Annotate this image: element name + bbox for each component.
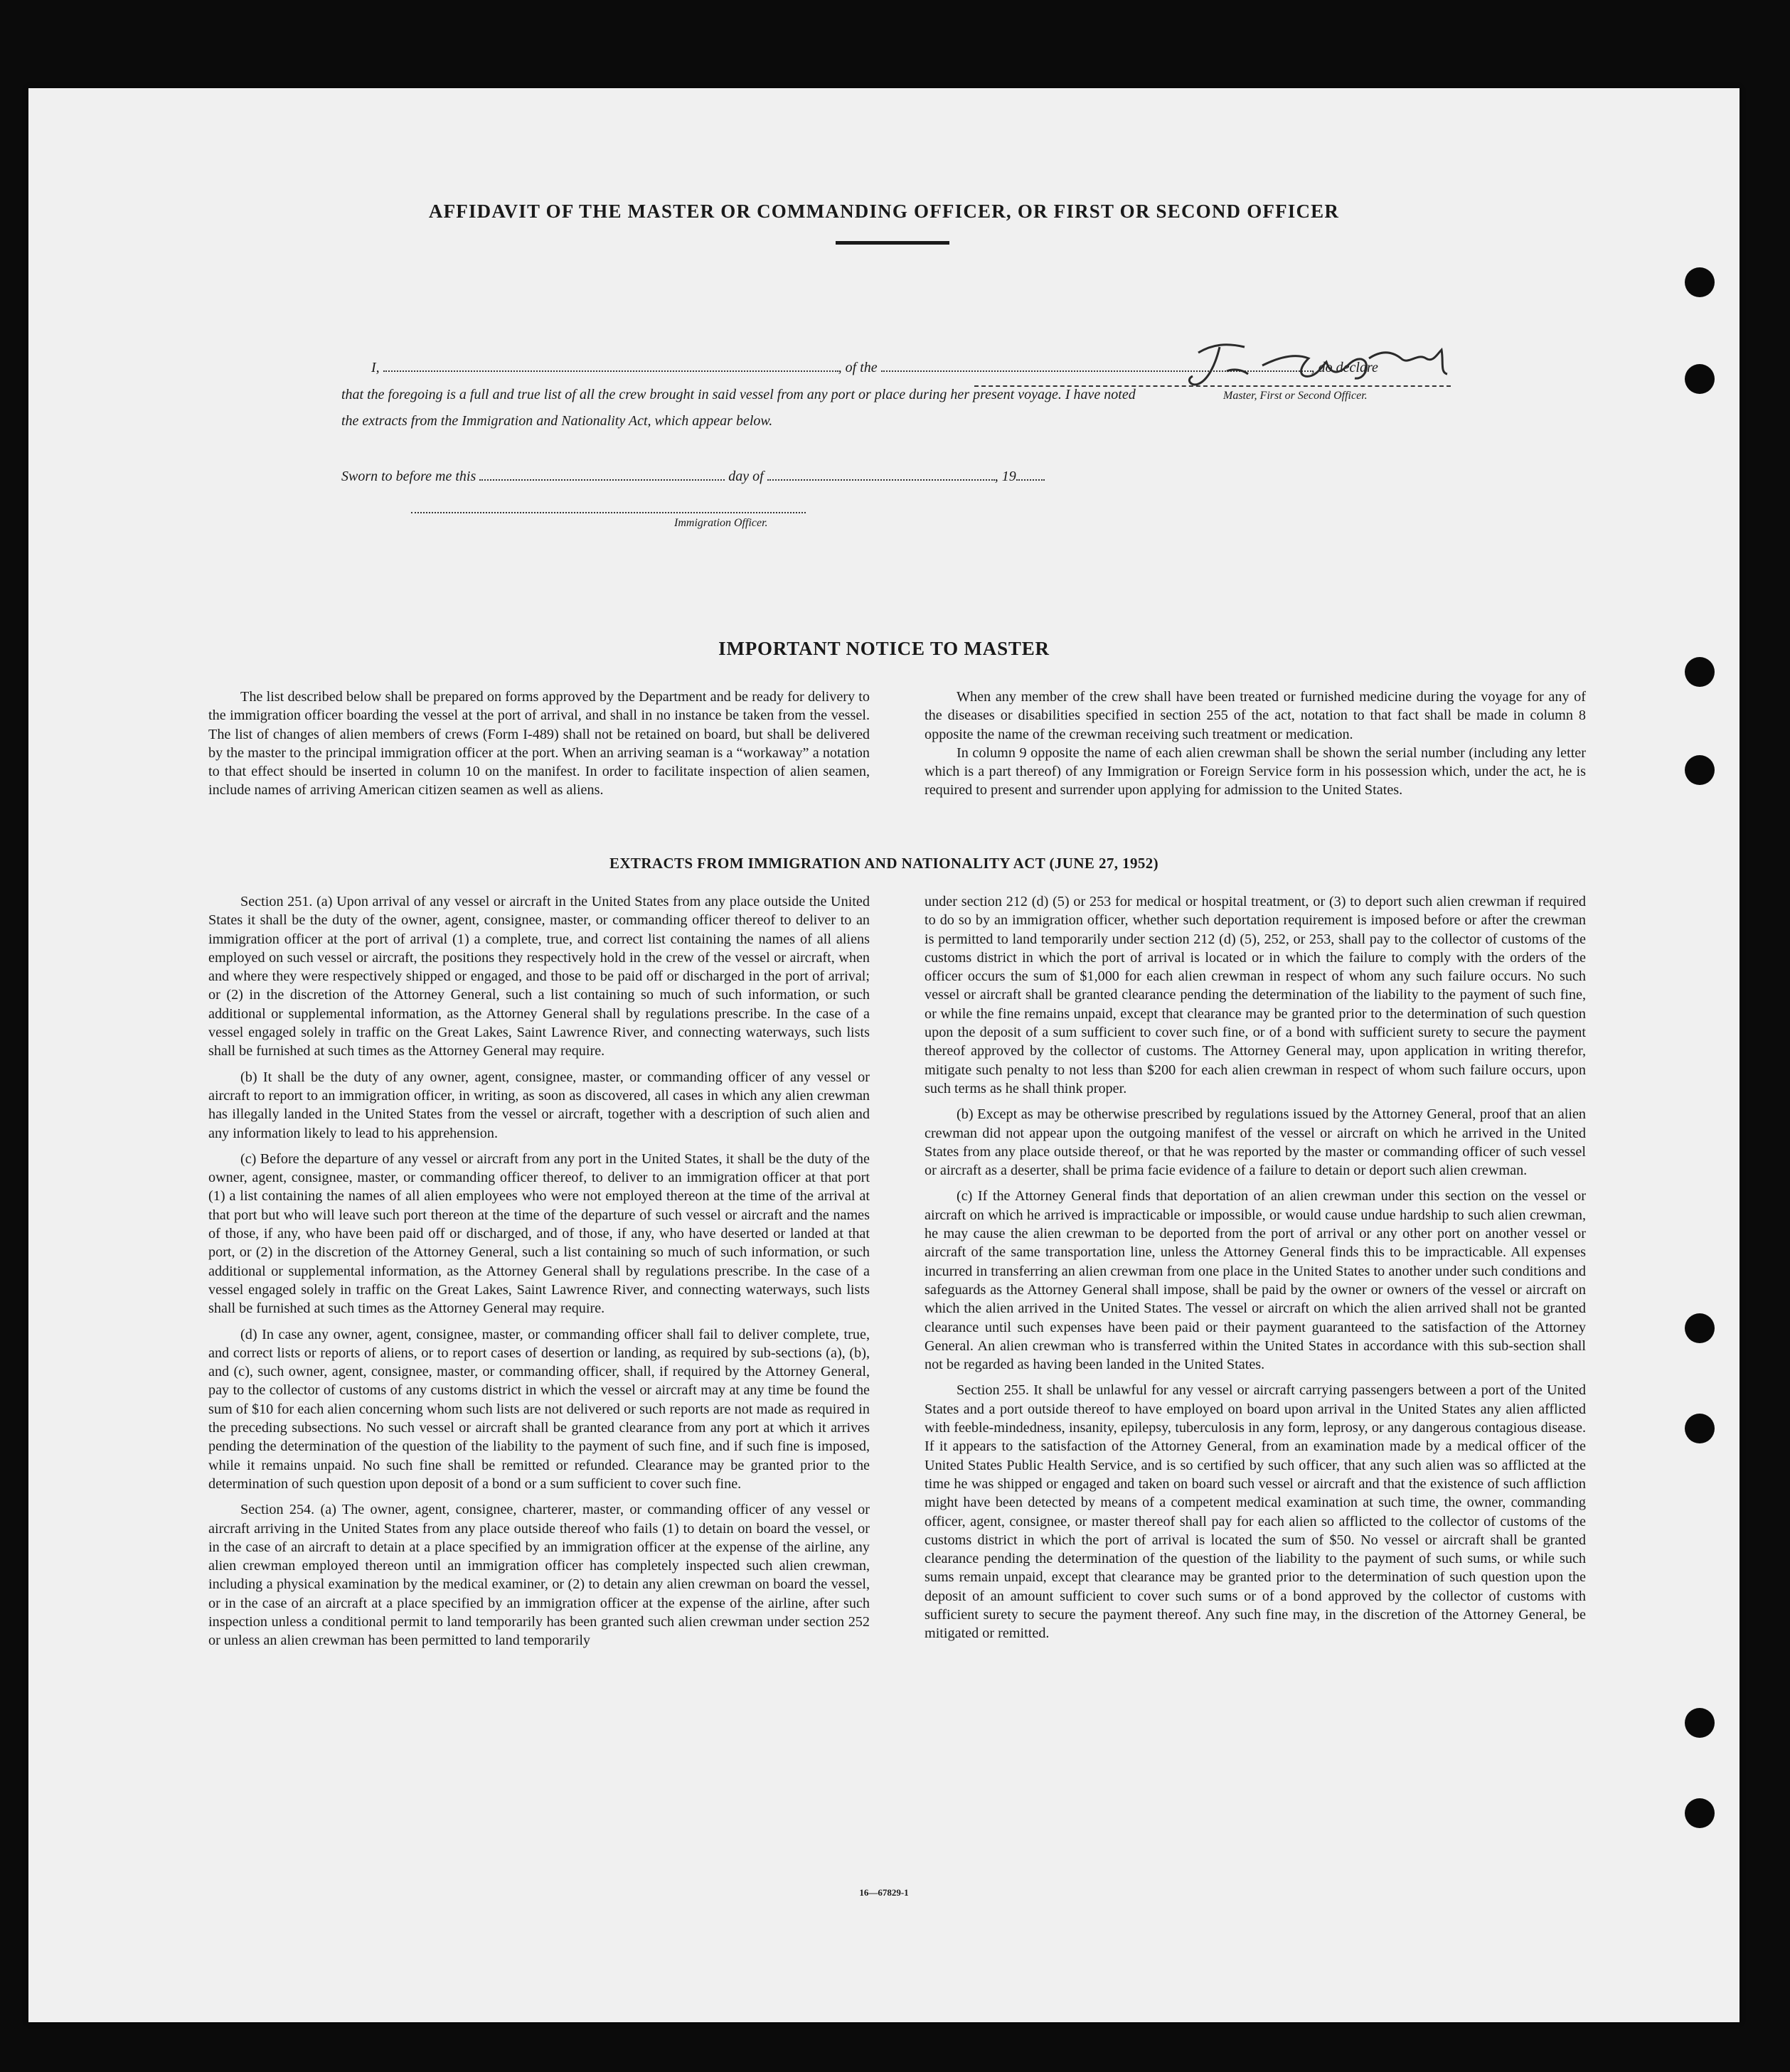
section-251a: Section 251. (a) Upon arrival of any vessel or aircraft in the United States from any place outside the United States it shall be the duty of the owner, agent, consignee, master, or commanding officer thereof to deliver to an immigration officer at the port of arrival (1) a complete, true, and correct list containing the names of all aliens employed on such vessel or aircraft, the positions they respectively hold in the crew of the vessel or aircraft, when and where they were respectively shipped or engaged, and those to be paid off or discharged in the port of arrival; or (2) in the discretion of the Attorney General, such a list containing so much of such information, or such additional or supplemental information, as the Attorney General shall by regulations prescribe. In the case of a vessel engaged solely in traffic on the Great Lakes, Saint Lawrence River, and connecting waterways, such lists shall be furnished at such times as the Attorney General may require. xyxy=(208,894,870,1059)
section-254a-continued: under section 212 (d) (5) or 253 for medical or hospital treatment, or (3) to deport such alien crewman if required to do so by an immigration officer, whether such deportation requirement is imposed before or after the crewman is permitted to land temporarily under section 212 (d) (5), 252, or 253, shall pay to the collector of customs of the customs district in which the port of arrival is located or in which the failure to comply with the orders of the officer occurs the sum of $1,000 for each alien crewman in respect of whom any such failure occurs. No such vessel or aircraft shall be granted clearance pending the determination of the liability to the payment of such fine, or while the fine remains unpaid, except that clearance may be granted prior to the determination of such question upon the deposit of a sum sufficient to cover such fine, or of a bond with sufficient surety to secure the payment thereof approved by the collector of customs. The Attorney General may, upon application in writing therefor, mitigate such penalty to not less than $200 for each alien crewman in respect of whom such failure occurs, upon such terms as he shall think proper. xyxy=(925,894,1586,1096)
declaration-i: I, xyxy=(371,360,380,375)
extracts-right-column xyxy=(925,892,1586,1650)
punch-hole xyxy=(1685,267,1715,297)
signature-line xyxy=(974,385,1451,387)
section-251d: (d) In case any owner, agent, consignee, master, or commanding officer shall fail to deliver complete, true, and correct lists or reports of aliens, or to report cases of desertion or landing, as required by sub-sections (a), (b), and (c), such owner, agent, consignee, master, or commanding officer, shall, if required by the Attorney General, pay to the collector of customs of any customs district in which the vessel or aircraft may at any time be found the sum of $10 for each alien concerning whom such lists are not delivered or such reports are not made as required in the preceding subsections. No such vessel or aircraft shall be granted clearance from any port at which it arrives pending the determination of the question of the liability to the payment of such fine, and if such fine is imposed, while it remains unpaid. No such fine shall be remitted or refunded. Clearance may be granted prior to the determination of such question upon deposit of a bond or a sum sufficient to cover such fine. xyxy=(208,1326,870,1492)
punch-hole xyxy=(1685,364,1715,394)
sworn-line xyxy=(341,469,1045,485)
section-254b: (b) Except as may be otherwise prescribed by regulations issued by the Attorney General, proof that an alien crewman did not appear upon the outgoing manifest of the vessel or aircraft on which he arrived in the United States from any place outside thereof, or that he was reported by the master or commanding officer of such vessel or aircraft as a deserter, shall be prima facie evidence of a failure to detain or deport such alien crewman. xyxy=(925,1106,1586,1179)
sworn-year-blank[interactable] xyxy=(1016,469,1045,481)
affidavit-title: AFFIDAVIT OF THE MASTER OR COMMANDING OFFICER, OR FIRST OR SECOND OFFICER xyxy=(428,201,1340,222)
punch-hole xyxy=(1685,1414,1715,1443)
declaration-line-2: that the foregoing is a full and true list of all the crew brought in said vessel from any port or place during her present voyage. I have noted xyxy=(341,387,1136,402)
notice-paragraph: In column 9 opposite the name of each alien crewman shall be shown the serial number (including any letter which is a part thereof) of any Immigration or Foreign Service form in his possession which, under the act, he is required to present and surrender upon applying for admission to the United States. xyxy=(925,744,1586,799)
section-255: Section 255. It shall be unlawful for any vessel or aircraft carrying passengers between a port of the United States and a port outside thereof to have employed on board upon arrival in the United States any alien afflicted with feeble-mindedness, insanity, epilepsy, tuberculosis in any form, leprosy, or any dangerous contagious disease. If it appears to the satisfaction of the Attorney General, from an examination made by a medical officer of the United States Public Health Service, and is so certified by such officer, that any such alien was so afflicted at the time he was shipped or engaged and taken on board such vessel or aircraft and that the existence of such affliction might have been detected by means of a competent medical examination at such time, the owner, commanding officer, agent, consignee, or master thereof shall pay for each alien so afflicted to the collector of customs of the customs district in which the port of arrival is located the sum of $50. No vessel or aircraft shall be granted clearance pending the determination of the question of the liability to the payment of such sums, or while such sums remain unpaid, except that clearance may be granted prior to the determination of such question upon the deposit of an amount sufficient to cover such sums or of a bond approved by the collector of customs with sufficient surety to secure the payment thereof. Any such fine may, in the discretion of the Attorney General, be mitigated or remitted. xyxy=(925,1382,1586,1642)
section-251b: (b) It shall be the duty of any owner, agent, consignee, master, or commanding officer of any vessel or aircraft to report to an immigration officer, in writing, as soon as discovered, all cases in which any alien crewman has illegally landed in the United States from the vessel or aircraft, together with a description of such alien and any information likely to lead to his apprehension. xyxy=(208,1069,870,1141)
title-divider xyxy=(836,241,949,245)
punch-hole xyxy=(1685,755,1715,785)
punch-hole xyxy=(1685,657,1715,687)
notice-paragraph: The list described below shall be prepared on forms approved by the Department and be ready for delivery to the immigration officer boarding the vessel at the port of arrival, and shall in no instance be taken from the vessel. The list of changes of alien members of crews (Form I-489) shall not be retained on board, but shall be delivered by the master to the principal immigration officer at the port. When an arriving seaman is a “workaway” a notation to that effect should be inserted in column 10 on the manifest. In order to facilitate inspection of alien seamen, include names of arriving American citizen seamen as well as aliens. xyxy=(208,689,870,799)
year-label: , 19 xyxy=(994,469,1016,484)
sworn-label: Sworn to before me this xyxy=(341,469,476,484)
sworn-day-blank[interactable] xyxy=(479,469,725,481)
notice-title: IMPORTANT NOTICE TO MASTER xyxy=(718,638,1050,659)
punch-hole xyxy=(1685,1708,1715,1738)
form-code: 16—67829-1 xyxy=(859,1887,909,1898)
day-of-label: day of xyxy=(728,469,764,484)
declaration-of-the: , of the xyxy=(838,360,878,375)
immigration-officer-line xyxy=(411,512,806,513)
name-blank[interactable] xyxy=(383,361,838,372)
punch-hole xyxy=(1685,1313,1715,1343)
immigration-officer-caption: Immigration Officer. xyxy=(674,517,768,529)
notice-paragraph: When any member of the crew shall have been treated or furnished medicine during the voyage for any of the diseases or disabilities specified in section 255 of the act, notation to that fact shall be made in column 8 opposite the name of the crewman receiving such treatment or medication. xyxy=(925,689,1586,742)
document-page xyxy=(28,88,1740,2022)
declaration-do-declare: , do declare xyxy=(1311,360,1378,375)
extracts-title: EXTRACTS FROM IMMIGRATION AND NATIONALITY ACT (JUNE 27, 1952) xyxy=(609,855,1159,872)
declaration-line-3: the extracts from the Immigration and Nationality Act, which appear below. xyxy=(341,413,773,429)
sworn-month-blank[interactable] xyxy=(767,469,995,481)
extracts-left-column xyxy=(208,892,870,1657)
punch-hole xyxy=(1685,1798,1715,1828)
section-251c: (c) Before the departure of any vessel or aircraft from any port in the United States, it shall be the duty of the owner, agent, consignee, master, or commanding officer thereof, to deliver to an immigration officer at that port (1) a list containing the names of all alien employees who were not employed thereon at the time of the arrival at that port but who will leave such port thereon at the time of the departure of such vessel or aircraft and the names of those, if any, who have been paid off or discharged, and of those, if any, who have deserted or landed at that port, or (2) in the discretion of the Attorney General, such a list containing so much of such information, or such additional or supplemental information, as the Attorney General shall by regulations prescribe. In the case of a vessel engaged solely in traffic on the Great Lakes, Saint Lawrence River, and connecting waterways, such lists shall be furnished at such times as the Attorney General may require. xyxy=(208,1150,870,1317)
notice-right-column xyxy=(925,688,1586,807)
section-254a: Section 254. (a) The owner, agent, consignee, charterer, master, or commanding officer of any vessel or aircraft arriving in the United States from any place outside thereof who fails (1) to detain on board the vessel, or in the case of an aircraft to detain at a place specified by an immigration officer at the expense of the airline, any alien crewman employed thereon until an immigration officer has completely inspected such alien crewman, including a physical examination by the medical examiner, or (2) to detain any alien crewman on board the vessel, or in the case of an aircraft at a place specified by an immigration officer at the expense of the airline, after such inspection unless a conditional permit to land temporarily has been granted such alien crewman under section 252 or unless an alien crewman has been permitted to land temporarily xyxy=(208,1502,870,1649)
notice-left-column xyxy=(208,688,870,807)
signature-caption: Master, First or Second Officer. xyxy=(1223,390,1368,402)
section-254c: (c) If the Attorney General finds that deportation of an alien crewman under this section on the vessel or aircraft on which he arrived is impracticable or impossible, or would cause undue hardship to such alien crewman, he may cause the alien crewman to be deported from the port of arrival or any other port on another vessel or aircraft of the same transportation line, unless the Attorney General finds this to be impracticable. All expenses incurred in transferring an alien crewman from one place in the United States to another under such conditions and safeguards as the Attorney General shall impose, shall be paid by the owner or owners of the vessel or aircraft on which the alien arrived in the United States. The vessel or aircraft on which the alien arrived shall not be granted clearance until such expenses have been paid or their payment guaranteed to the satisfaction of the Attorney General. An alien crewman who is transferred within the United States in accordance with this sub-section shall not be regarded as having been landed in the United States. xyxy=(925,1188,1586,1373)
